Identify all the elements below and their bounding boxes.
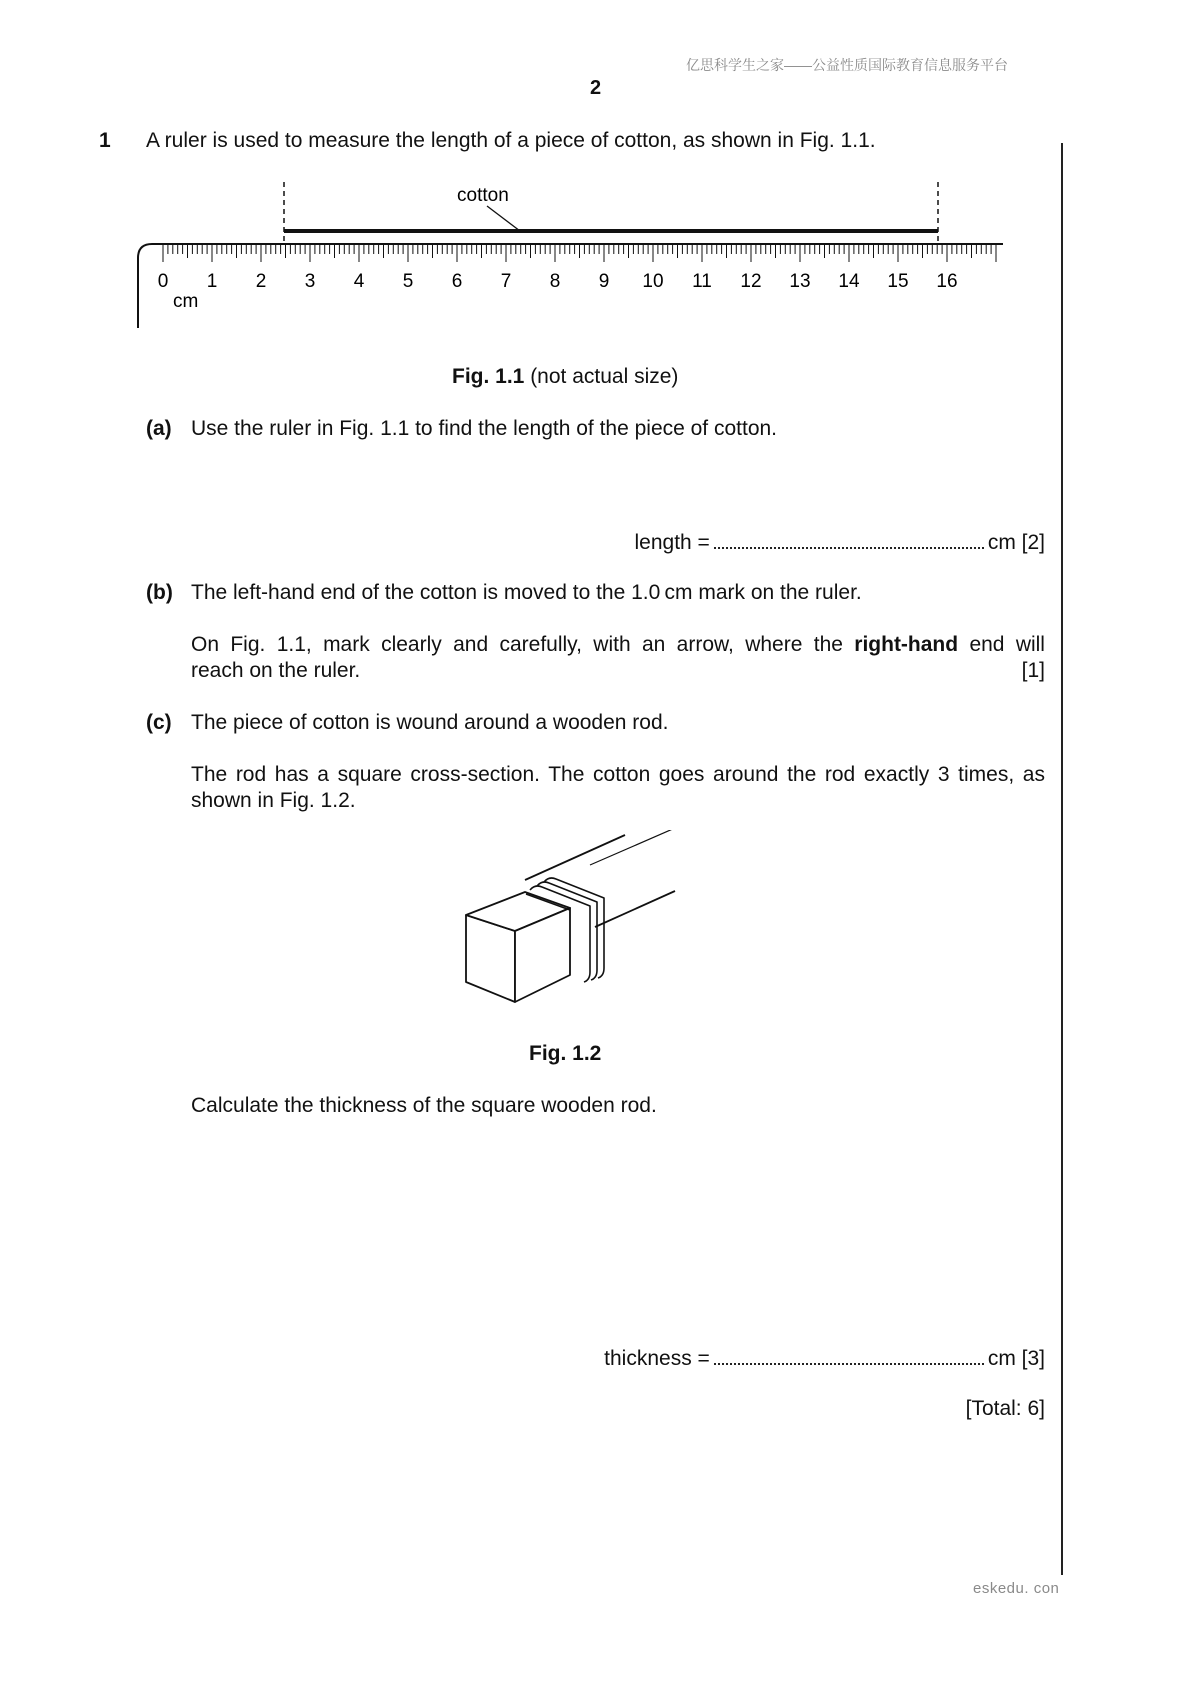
part-b-label: (b) xyxy=(146,581,173,604)
ruler-tick-label: 8 xyxy=(549,271,561,292)
part-a-answer-line xyxy=(634,528,1045,556)
ruler-tick-label: 9 xyxy=(598,271,610,292)
part-b-instruction-emphasis: right-hand xyxy=(854,633,959,656)
ruler-tick-label: 5 xyxy=(402,271,414,292)
ruler-tick-labels xyxy=(158,271,958,292)
ruler-unit-label: cm xyxy=(173,291,199,312)
total-marks: [Total: 6] xyxy=(965,1397,1045,1420)
wooden-rod-figure xyxy=(440,830,700,1020)
thickness-unit-marks: cm [3] xyxy=(987,1347,1045,1370)
ruler-tick-label: 11 xyxy=(692,271,712,292)
margin-rule xyxy=(1061,143,1063,1575)
fig1-caption-label: Fig. 1.1 xyxy=(452,365,525,388)
part-c-text: The piece of cotton is wound around a wooden rod. xyxy=(191,711,669,734)
part-b-instruction-end: end will xyxy=(969,633,1045,656)
ruler-tick-label: 7 xyxy=(500,271,512,292)
thickness-answer-field[interactable] xyxy=(714,1344,984,1365)
thickness-label: thickness = xyxy=(604,1347,710,1370)
ruler-tick-label: 4 xyxy=(353,271,365,292)
ruler-tick-label: 15 xyxy=(887,271,909,292)
cotton-label: cotton xyxy=(457,185,509,206)
ruler-ticks xyxy=(163,244,996,262)
part-c-label: (c) xyxy=(146,711,172,734)
ruler-tick-label: 10 xyxy=(642,271,664,292)
rod-bottom-edge xyxy=(595,891,675,927)
fig2-caption: Fig. 1.2 xyxy=(529,1042,602,1065)
ruler-figure xyxy=(0,0,1191,340)
rod-upper-back-edge xyxy=(590,830,675,865)
ruler-tick-label: 0 xyxy=(157,271,169,292)
cotton-label-leader xyxy=(487,206,520,231)
part-b-text: The left-hand end of the cotton is moved to the 1.0 cm mark on the ruler. xyxy=(191,581,862,604)
part-b-instruction-line2: reach on the ruler. xyxy=(191,659,361,682)
ruler-tick-label: 13 xyxy=(789,271,811,292)
page-number: 2 xyxy=(590,77,602,99)
ruler-tick-label: 16 xyxy=(936,271,958,292)
ruler-tick-label: 12 xyxy=(740,271,762,292)
part-c-calc-prompt: Calculate the thickness of the square wooden rod. xyxy=(191,1094,657,1117)
rod-top-edge xyxy=(525,835,625,880)
footer-watermark: eskedu. con xyxy=(973,1580,1060,1597)
part-a-label: (a) xyxy=(146,417,172,440)
length-answer-field[interactable] xyxy=(714,528,984,549)
length-unit-marks: cm [2] xyxy=(987,531,1045,554)
ruler-tick-label: 14 xyxy=(838,271,860,292)
part-c-para2-line2: shown in Fig. 1.2. xyxy=(191,789,356,812)
part-c-answer-line xyxy=(604,1344,1045,1372)
question-number: 1 xyxy=(99,129,111,152)
part-b-instruction-start: On Fig. 1.1, mark clearly and carefully, with an arrow, where the xyxy=(191,633,843,656)
part-b-marks: [1] xyxy=(1021,659,1045,682)
part-a-text: Use the ruler in Fig. 1.1 to find the length of the piece of cotton. xyxy=(191,417,778,440)
ruler-tick-label: 2 xyxy=(255,271,267,292)
question-stem: A ruler is used to measure the length of a piece of cotton, as shown in Fig. 1.1. xyxy=(146,129,876,152)
part-b-instruction xyxy=(191,632,1045,658)
part-c-para2-line1: The rod has a square cross-section. The cotton goes around the rod exactly 3 times, as xyxy=(191,763,1045,786)
header-watermark: 亿思科学生之家——公益性质国际教育信息服务平台 xyxy=(686,57,1008,73)
length-label: length = xyxy=(634,531,710,554)
fig1-caption-note: (not actual size) xyxy=(524,365,679,388)
ruler-tick-label: 1 xyxy=(206,271,218,292)
ruler-tick-label: 6 xyxy=(451,271,463,292)
ruler-tick-label: 3 xyxy=(304,271,316,292)
fig1-caption xyxy=(452,364,678,390)
